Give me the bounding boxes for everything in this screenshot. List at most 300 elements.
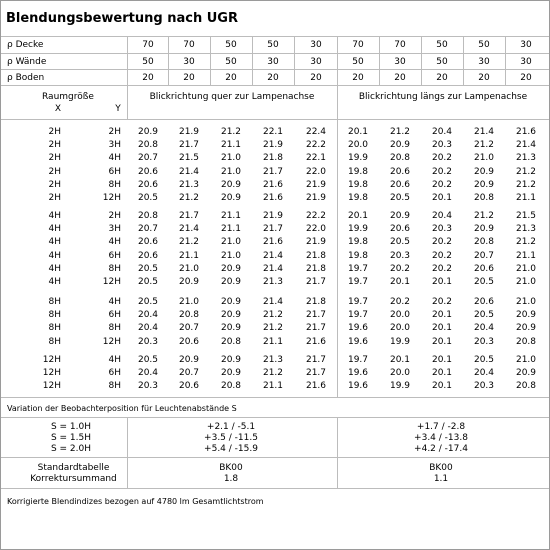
page-title: Blendungsbewertung nach UGR	[6, 11, 238, 26]
ugr-value-along: 21.2	[515, 166, 537, 177]
ugr-value-across: 20.9	[178, 355, 200, 365]
ugr-value-along: 21.2	[389, 127, 411, 137]
reflectance-value: 50	[225, 40, 237, 50]
variation-across: +2.1 / -5.1	[206, 422, 256, 432]
variation-title-divider	[1, 417, 549, 418]
view-along-header: Blickrichtung längs zur Lampenachse	[358, 92, 528, 102]
ugr-value-across: 21.7	[305, 368, 327, 379]
ugr-value-along: 19.8	[347, 193, 369, 203]
reflectance-value: 30	[183, 57, 195, 67]
ugr-value-along: 21.6	[515, 127, 537, 137]
ugr-value-across: 21.0	[178, 263, 200, 274]
value-column-divider	[252, 36, 253, 86]
ugr-value-across: 22.1	[305, 153, 327, 164]
variation-divider	[1, 457, 549, 458]
room-x-label: X	[54, 104, 62, 114]
ugr-value-along: 21.3	[515, 224, 537, 235]
reflectance-value: 70	[183, 40, 195, 50]
ugr-value-along: 19.8	[347, 179, 369, 190]
ugr-value-along: 20.2	[431, 250, 453, 261]
ugr-value-along: 20.3	[473, 381, 495, 392]
ugr-value-across: 21.2	[262, 310, 284, 321]
ugr-value-across: 20.9	[220, 277, 242, 287]
room-y: 4H	[108, 153, 121, 164]
ugr-value-along: 19.7	[347, 277, 369, 287]
ugr-value-across: 21.8	[305, 250, 327, 261]
room-y: 4H	[108, 297, 121, 307]
ugr-value-along: 20.4	[473, 323, 495, 334]
ugr-value-along: 20.2	[431, 237, 453, 248]
ugr-value-across: 21.2	[178, 237, 200, 248]
ugr-value-along: 19.6	[347, 323, 369, 334]
room-x: 2H	[48, 179, 61, 190]
ugr-value-across: 20.9	[178, 277, 200, 287]
ugr-value-along: 20.9	[515, 310, 537, 321]
variation-along: +3.4 / -13.8	[414, 433, 468, 443]
ugr-value-along: 19.7	[347, 297, 369, 307]
value-column-divider	[505, 36, 506, 86]
value-column-divider	[294, 36, 295, 86]
correction-along: 1.1	[433, 474, 449, 484]
ugr-value-across: 21.7	[305, 310, 327, 321]
variation-along: +1.7 / -2.8	[416, 422, 466, 432]
ugr-value-along: 21.0	[515, 277, 537, 287]
variation-title: Variation der Beobachterposition für Leuchtenabstände S	[7, 404, 237, 413]
ugr-value-across: 20.9	[220, 193, 242, 203]
ugr-value-along: 20.6	[473, 263, 495, 274]
ugr-value-along: 19.8	[347, 250, 369, 261]
ugr-value-across: 21.0	[220, 237, 242, 248]
reflectance-value: 50	[478, 40, 490, 50]
ugr-value-across: 21.3	[262, 277, 284, 287]
ugr-value-across: 22.0	[305, 224, 327, 235]
ugr-value-across: 20.6	[137, 179, 159, 190]
ugr-value-along: 19.8	[347, 166, 369, 177]
ugr-value-along: 21.1	[515, 250, 537, 261]
value-column-divider	[379, 36, 380, 86]
reflectance-label: ρ Wände	[7, 57, 47, 67]
ugr-value-across: 20.8	[137, 211, 159, 221]
ugr-value-along: 20.0	[389, 323, 411, 334]
correction-across: 1.8	[223, 474, 239, 484]
ugr-value-across: 20.9	[220, 179, 242, 190]
ugr-value-across: 21.7	[178, 140, 200, 151]
ugr-value-along: 20.1	[431, 310, 453, 321]
ugr-value-along: 20.8	[389, 153, 411, 164]
ugr-value-along: 21.0	[473, 153, 495, 164]
ugr-value-along: 21.0	[515, 297, 537, 307]
room-x: 2H	[48, 127, 61, 137]
room-y: 12H	[102, 193, 121, 203]
standard-table-along: BK00	[429, 463, 453, 473]
room-y: 4H	[108, 355, 121, 365]
title-divider	[1, 36, 549, 37]
ugr-value-across: 21.4	[178, 166, 200, 177]
ugr-value-along: 20.9	[389, 140, 411, 151]
ugr-value-along: 20.5	[389, 237, 411, 248]
ugr-value-along: 20.1	[431, 277, 453, 287]
ugr-value-across: 20.4	[137, 323, 159, 334]
ugr-value-along: 20.1	[431, 368, 453, 379]
ugr-value-across: 20.7	[137, 153, 159, 164]
ugr-value-across: 21.2	[178, 193, 200, 203]
room-x: 4H	[48, 224, 61, 235]
reflectance-value: 20	[520, 73, 532, 83]
reflectance-value: 50	[225, 57, 237, 67]
ugr-value-along: 19.9	[389, 381, 411, 392]
ugr-value-across: 20.5	[137, 355, 159, 365]
room-x: 4H	[48, 211, 61, 221]
room-x: 2H	[48, 166, 61, 177]
ugr-value-across: 21.7	[262, 166, 284, 177]
ugr-value-across: 21.7	[305, 323, 327, 334]
ugr-value-across: 21.2	[262, 368, 284, 379]
room-y: 6H	[108, 368, 121, 379]
ugr-value-across: 21.0	[220, 250, 242, 261]
ugr-value-along: 20.9	[473, 224, 495, 235]
ugr-value-along: 20.5	[389, 193, 411, 203]
ugr-value-along: 20.8	[515, 336, 537, 347]
ugr-value-across: 20.8	[178, 310, 200, 321]
ugr-value-across: 20.3	[137, 381, 159, 392]
ugr-value-across: 21.0	[220, 153, 242, 164]
ugr-value-along: 20.2	[389, 263, 411, 274]
ugr-value-along: 20.8	[515, 381, 537, 392]
ugr-value-along: 20.2	[431, 153, 453, 164]
ugr-value-across: 21.4	[262, 250, 284, 261]
ugr-value-across: 21.4	[178, 224, 200, 235]
ugr-value-along: 20.0	[389, 368, 411, 379]
ugr-value-along: 20.1	[431, 381, 453, 392]
ugr-value-along: 20.8	[473, 237, 495, 248]
ugr-value-across: 21.1	[220, 140, 242, 151]
ugr-value-along: 20.3	[473, 336, 495, 347]
ugr-value-along: 21.1	[515, 193, 537, 203]
reflectance-value: 50	[436, 57, 448, 67]
ugr-value-across: 21.1	[262, 381, 284, 392]
ugr-value-across: 21.1	[220, 224, 242, 235]
ugr-value-along: 19.9	[347, 224, 369, 235]
room-x: 12H	[42, 381, 61, 392]
ugr-value-along: 19.7	[347, 263, 369, 274]
ugr-value-along: 20.2	[431, 166, 453, 177]
room-x: 8H	[48, 336, 61, 347]
ugr-value-along: 20.9	[515, 368, 537, 379]
reflectance-value: 20	[310, 73, 322, 83]
ugr-value-across: 20.4	[137, 368, 159, 379]
reflectance-value: 30	[394, 57, 406, 67]
room-x: 4H	[48, 250, 61, 261]
reflectance-value: 50	[436, 40, 448, 50]
ugr-value-along: 21.2	[473, 140, 495, 151]
ugr-value-along: 20.0	[389, 310, 411, 321]
value-column-divider	[210, 36, 211, 86]
ugr-value-along: 20.5	[473, 277, 495, 287]
ugr-value-along: 21.2	[473, 211, 495, 221]
ugr-value-across: 21.8	[305, 297, 327, 307]
ugr-value-across: 21.9	[305, 193, 327, 203]
ugr-value-along: 19.9	[389, 336, 411, 347]
room-x: 2H	[48, 140, 61, 151]
ugr-value-across: 22.0	[305, 166, 327, 177]
ugr-value-across: 20.9	[137, 127, 159, 137]
ugr-value-along: 19.6	[347, 368, 369, 379]
ugr-value-across: 21.6	[262, 179, 284, 190]
ugr-value-across: 21.6	[262, 237, 284, 248]
correction-label: Korrektursummand	[30, 474, 117, 484]
ugr-value-across: 20.9	[220, 297, 242, 307]
ugr-value-along: 21.0	[515, 355, 537, 365]
reflectance-divider	[1, 69, 549, 70]
ugr-value-across: 21.0	[178, 297, 200, 307]
ugr-value-along: 21.5	[515, 211, 537, 221]
ugr-value-across: 21.7	[305, 277, 327, 287]
ugr-value-across: 21.9	[178, 127, 200, 137]
room-x: 4H	[48, 277, 61, 287]
room-x: 2H	[48, 193, 61, 203]
ugr-value-across: 20.9	[220, 323, 242, 334]
reflectance-value: 20	[183, 73, 195, 83]
ugr-value-along: 19.6	[347, 381, 369, 392]
ugr-value-along: 21.3	[515, 153, 537, 164]
ugr-value-across: 20.9	[220, 263, 242, 274]
ugr-value-across: 20.8	[137, 140, 159, 151]
reflectance-value: 20	[478, 73, 490, 83]
ugr-value-across: 21.9	[305, 237, 327, 248]
value-column-divider	[421, 36, 422, 86]
ugr-value-across: 22.1	[262, 127, 284, 137]
ugr-value-across: 21.4	[262, 297, 284, 307]
ugr-value-along: 20.5	[473, 310, 495, 321]
room-y: 8H	[108, 263, 121, 274]
ugr-value-along: 20.2	[389, 297, 411, 307]
ugr-value-across: 21.7	[305, 355, 327, 365]
variation-spacing-label: S = 1.5H	[50, 433, 91, 443]
room-y: 8H	[108, 179, 121, 190]
reflectance-value: 30	[267, 57, 279, 67]
direction-divider	[337, 36, 338, 397]
table-bottom-divider	[1, 397, 549, 398]
ugr-value-across: 20.6	[178, 381, 200, 392]
ugr-value-along: 20.1	[431, 193, 453, 203]
room-y: 4H	[108, 237, 121, 248]
ugr-value-along: 20.1	[431, 323, 453, 334]
ugr-value-along: 20.8	[473, 193, 495, 203]
ugr-value-across: 21.6	[262, 193, 284, 203]
ugr-value-across: 20.7	[137, 224, 159, 235]
ugr-value-across: 20.6	[137, 166, 159, 177]
reflectance-label: ρ Decke	[7, 40, 44, 50]
reflectance-value: 50	[142, 57, 154, 67]
ugr-value-across: 20.9	[220, 310, 242, 321]
ugr-value-across: 20.5	[137, 277, 159, 287]
variation-spacing-label: S = 2.0H	[50, 444, 91, 454]
room-x: 12H	[42, 368, 61, 379]
reflectance-value: 20	[225, 73, 237, 83]
room-x: 8H	[48, 323, 61, 334]
ugr-value-along: 20.3	[431, 224, 453, 235]
ugr-value-along: 20.1	[431, 336, 453, 347]
room-y: 6H	[108, 166, 121, 177]
ugr-value-along: 20.2	[431, 297, 453, 307]
ugr-value-across: 21.1	[178, 250, 200, 261]
label-column-divider	[127, 36, 128, 86]
ugr-value-across: 21.9	[305, 179, 327, 190]
room-y: 3H	[108, 140, 121, 151]
ugr-value-across: 22.4	[305, 127, 327, 137]
variation-spacing-label: S = 1.0H	[50, 422, 91, 432]
ugr-value-across: 20.5	[137, 193, 159, 203]
room-y: 2H	[108, 127, 121, 137]
standard-divider	[1, 488, 549, 489]
ugr-value-across: 21.1	[220, 211, 242, 221]
variation-label-divider	[127, 417, 128, 488]
ugr-value-across: 21.8	[262, 153, 284, 164]
value-column-divider	[168, 36, 169, 86]
ugr-value-along: 20.0	[347, 140, 369, 151]
ugr-value-across: 21.3	[178, 179, 200, 190]
reflectance-value: 30	[310, 57, 322, 67]
ugr-value-across: 21.7	[178, 211, 200, 221]
ugr-value-along: 20.6	[473, 297, 495, 307]
ugr-value-along: 20.9	[473, 166, 495, 177]
ugr-value-along: 21.2	[515, 179, 537, 190]
ugr-value-along: 20.9	[389, 211, 411, 221]
variation-along: +4.2 / -17.4	[414, 444, 468, 454]
reflectance-value: 20	[267, 73, 279, 83]
room-x: 8H	[48, 310, 61, 321]
room-y: 2H	[108, 211, 121, 221]
ugr-value-across: 21.4	[262, 263, 284, 274]
ugr-value-across: 20.9	[220, 355, 242, 365]
room-y: 8H	[108, 381, 121, 392]
ugr-value-across: 21.0	[220, 166, 242, 177]
reflectance-value: 50	[352, 57, 364, 67]
room-x: 4H	[48, 237, 61, 248]
ugr-value-along: 20.3	[389, 250, 411, 261]
ugr-value-along: 20.1	[347, 127, 369, 137]
reflectance-divider	[1, 85, 549, 86]
ugr-value-across: 21.3	[262, 355, 284, 365]
ugr-value-across: 20.7	[178, 323, 200, 334]
ugr-value-across: 21.2	[220, 127, 242, 137]
ugr-value-along: 19.6	[347, 336, 369, 347]
variation-across: +5.4 / -15.9	[204, 444, 258, 454]
ugr-value-along: 20.2	[431, 263, 453, 274]
reflectance-value: 30	[520, 40, 532, 50]
ugr-value-along: 20.9	[473, 179, 495, 190]
ugr-value-along: 20.1	[389, 277, 411, 287]
ugr-value-across: 20.6	[137, 250, 159, 261]
ugr-value-along: 21.4	[473, 127, 495, 137]
ugr-value-along: 20.9	[515, 323, 537, 334]
ugr-value-across: 22.2	[305, 140, 327, 151]
ugr-value-along: 20.4	[473, 368, 495, 379]
reflectance-value: 20	[352, 73, 364, 83]
ugr-value-along: 19.7	[347, 355, 369, 365]
ugr-value-across: 21.6	[305, 336, 327, 347]
ugr-value-across: 20.6	[137, 237, 159, 248]
standard-table-label: Standardtabelle	[37, 463, 110, 473]
room-y: 12H	[102, 336, 121, 347]
ugr-value-along: 21.2	[515, 237, 537, 248]
variation-direction-divider	[337, 417, 338, 488]
reflectance-value: 70	[142, 40, 154, 50]
ugr-value-along: 19.7	[347, 310, 369, 321]
reflectance-value: 50	[267, 40, 279, 50]
ugr-value-across: 20.9	[220, 368, 242, 379]
reflectance-label: ρ Boden	[7, 73, 45, 83]
ugr-value-along: 20.2	[431, 179, 453, 190]
ugr-value-along: 20.1	[389, 355, 411, 365]
footnote: Korrigierte Blendindizes bezogen auf 4780 lm Gesamtlichtstrom	[7, 497, 264, 506]
room-y: 12H	[102, 277, 121, 287]
reflectance-value: 20	[394, 73, 406, 83]
ugr-value-across: 20.5	[137, 263, 159, 274]
ugr-value-across: 22.2	[305, 211, 327, 221]
ugr-value-across: 21.1	[262, 336, 284, 347]
value-column-divider	[463, 36, 464, 86]
ugr-value-across: 20.8	[220, 336, 242, 347]
reflectance-value: 30	[478, 57, 490, 67]
view-across-header: Blickrichtung quer zur Lampenachse	[149, 92, 315, 102]
ugr-value-along: 20.6	[389, 179, 411, 190]
ugr-value-across: 20.3	[137, 336, 159, 347]
ugr-value-across: 21.9	[262, 211, 284, 221]
ugr-value-across: 21.6	[305, 381, 327, 392]
ugr-value-along: 20.5	[473, 355, 495, 365]
ugr-value-along: 20.1	[431, 355, 453, 365]
ugr-value-across: 21.5	[178, 153, 200, 164]
standard-table-across: BK00	[219, 463, 243, 473]
variation-across: +3.5 / -11.5	[204, 433, 258, 443]
ugr-value-along: 21.0	[515, 263, 537, 274]
room-x: 4H	[48, 263, 61, 274]
ugr-value-along: 20.6	[389, 166, 411, 177]
room-x: 12H	[42, 355, 61, 365]
ugr-value-along: 20.1	[347, 211, 369, 221]
ugr-value-along: 20.3	[431, 140, 453, 151]
room-y: 3H	[108, 224, 121, 235]
reflectance-value: 30	[520, 57, 532, 67]
room-x: 2H	[48, 153, 61, 164]
room-y-label: Y	[115, 104, 121, 114]
ugr-value-along: 20.6	[389, 224, 411, 235]
ugr-value-along: 20.7	[473, 250, 495, 261]
ugr-value-along: 19.8	[347, 237, 369, 248]
ugr-value-across: 21.9	[262, 140, 284, 151]
ugr-value-across: 20.6	[178, 336, 200, 347]
ugr-value-across: 20.5	[137, 297, 159, 307]
reflectance-value: 20	[436, 73, 448, 83]
ugr-value-across: 21.8	[305, 263, 327, 274]
room-size-label: Raumgröße	[42, 92, 94, 102]
ugr-value-along: 19.9	[347, 153, 369, 164]
ugr-value-across: 20.4	[137, 310, 159, 321]
room-y: 6H	[108, 310, 121, 321]
ugr-value-along: 20.4	[431, 127, 453, 137]
reflectance-value: 70	[352, 40, 364, 50]
room-x: 8H	[48, 297, 61, 307]
ugr-value-along: 21.4	[515, 140, 537, 151]
room-y: 6H	[108, 250, 121, 261]
header-divider	[1, 119, 549, 120]
reflectance-value: 20	[142, 73, 154, 83]
ugr-value-along: 20.4	[431, 211, 453, 221]
room-y: 8H	[108, 323, 121, 334]
ugr-value-across: 20.7	[178, 368, 200, 379]
reflectance-divider	[1, 53, 549, 54]
